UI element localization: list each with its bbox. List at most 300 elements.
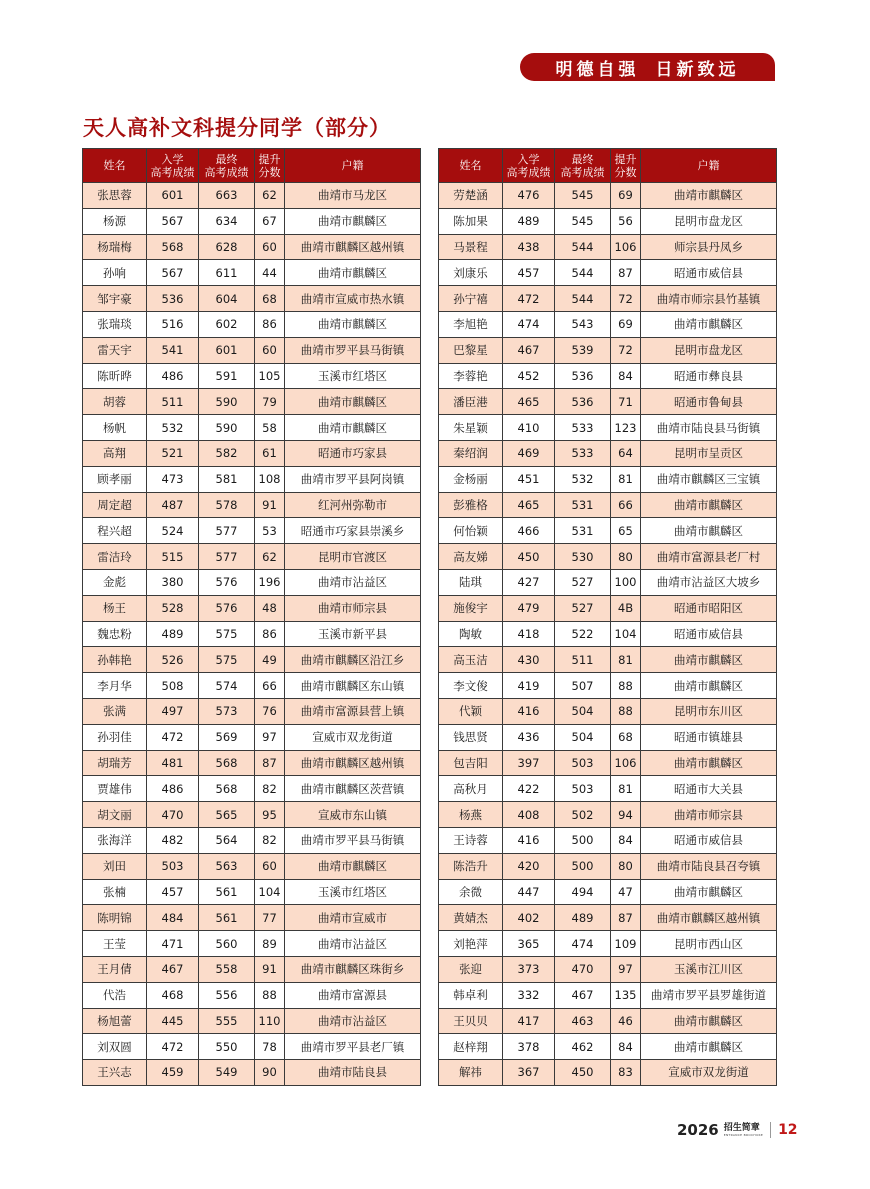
entry-score-cell: 508 [147, 673, 199, 699]
student-name-cell: 雷天宇 [83, 337, 147, 363]
final-score-cell: 560 [199, 931, 255, 957]
household-cell: 曲靖市麒麟区 [641, 1034, 777, 1060]
household-cell: 曲靖市麒麟区沿江乡 [285, 647, 421, 673]
student-name-cell: 贾雄伟 [83, 776, 147, 802]
entry-score-cell: 471 [147, 931, 199, 957]
table-row [83, 1034, 421, 1060]
household-cell: 曲靖市富源县 [285, 982, 421, 1008]
score-gain-cell: 60 [255, 337, 285, 363]
final-score-cell: 561 [199, 905, 255, 931]
entry-score-cell: 526 [147, 647, 199, 673]
score-gain-cell: 110 [255, 1008, 285, 1034]
score-gain-cell: 104 [611, 621, 641, 647]
score-gain-cell: 106 [611, 234, 641, 260]
student-name-cell: 高秋月 [439, 776, 503, 802]
final-score-cell: 590 [199, 389, 255, 415]
student-name-cell: 张思蓉 [83, 183, 147, 209]
entry-score-cell: 515 [147, 544, 199, 570]
student-name-cell: 巴黎星 [439, 337, 503, 363]
final-score-cell: 545 [555, 183, 611, 209]
final-score-cell: 533 [555, 440, 611, 466]
final-score-cell: 573 [199, 698, 255, 724]
student-name-cell: 周定超 [83, 492, 147, 518]
student-name-cell: 胡瑞芳 [83, 750, 147, 776]
table-row [83, 956, 421, 982]
student-name-cell: 李文俊 [439, 673, 503, 699]
table-row [439, 234, 777, 260]
table-row [83, 415, 421, 441]
household-cell: 曲靖市沾益区 [285, 931, 421, 957]
student-name-cell: 张满 [83, 698, 147, 724]
household-cell: 曲靖市宣威市 [285, 905, 421, 931]
table-row [83, 931, 421, 957]
final-score-cell: 474 [555, 931, 611, 957]
table-row [439, 750, 777, 776]
score-gain-cell: 66 [611, 492, 641, 518]
household-cell: 昆明市东川区 [641, 698, 777, 724]
household-cell: 曲靖市麒麟区茨营镇 [285, 776, 421, 802]
score-gain-cell: 64 [611, 440, 641, 466]
student-name-cell: 杨源 [83, 208, 147, 234]
score-gain-cell: 68 [255, 286, 285, 312]
final-score-cell: 462 [555, 1034, 611, 1060]
final-score-cell: 561 [199, 879, 255, 905]
entry-score-cell: 489 [503, 208, 555, 234]
student-name-cell: 金彪 [83, 569, 147, 595]
table-row [439, 337, 777, 363]
score-gain-cell: 46 [611, 1008, 641, 1034]
household-cell: 曲靖市麒麟区 [285, 415, 421, 441]
household-cell: 曲靖市沾益区大坡乡 [641, 569, 777, 595]
household-cell: 昭通市大关县 [641, 776, 777, 802]
table-row [439, 827, 777, 853]
household-cell: 曲靖市富源县老厂村 [641, 544, 777, 570]
student-name-cell: 杨燕 [439, 802, 503, 828]
entry-score-cell: 479 [503, 595, 555, 621]
score-table-right [438, 148, 777, 1086]
table-row [83, 311, 421, 337]
score-gain-cell: 84 [611, 363, 641, 389]
table-row [83, 621, 421, 647]
score-gain-cell: 49 [255, 647, 285, 673]
final-score-cell: 574 [199, 673, 255, 699]
table-row [83, 518, 421, 544]
entry-score-cell: 468 [147, 982, 199, 1008]
score-gain-cell: 87 [611, 905, 641, 931]
header-name: 姓名 [83, 149, 147, 183]
table-row [83, 853, 421, 879]
table-header-row [439, 149, 777, 183]
entry-score-cell: 430 [503, 647, 555, 673]
table-row [83, 879, 421, 905]
table-row [439, 776, 777, 802]
score-gain-cell: 196 [255, 569, 285, 595]
entry-score-cell: 365 [503, 931, 555, 957]
household-cell: 昭通市威信县 [641, 827, 777, 853]
table-row [439, 363, 777, 389]
final-score-cell: 576 [199, 595, 255, 621]
header-final-score: 最终 高考成绩 [555, 149, 611, 183]
score-gain-cell: 105 [255, 363, 285, 389]
final-score-cell: 527 [555, 595, 611, 621]
table-row [83, 698, 421, 724]
table-row [83, 569, 421, 595]
score-gain-cell: 88 [611, 698, 641, 724]
student-name-cell: 孙宁禧 [439, 286, 503, 312]
student-name-cell: 杨帆 [83, 415, 147, 441]
score-gain-cell: 61 [255, 440, 285, 466]
table-row [439, 518, 777, 544]
household-cell: 曲靖市麒麟区 [641, 183, 777, 209]
student-name-cell: 王莹 [83, 931, 147, 957]
score-gain-cell: 62 [255, 183, 285, 209]
table-row [83, 647, 421, 673]
footer-brand-en: ENTRANCE BROCHURE [723, 1132, 764, 1137]
entry-score-cell: 417 [503, 1008, 555, 1034]
table-row [83, 1060, 421, 1086]
motto-left: 明德自强 [555, 59, 640, 80]
student-name-cell: 陆琪 [439, 569, 503, 595]
student-name-cell: 代颖 [439, 698, 503, 724]
table-row [439, 286, 777, 312]
table-row [83, 776, 421, 802]
table-row [83, 337, 421, 363]
household-cell: 昭通市鲁甸县 [641, 389, 777, 415]
header-gain: 提升 分数 [611, 149, 641, 183]
final-score-cell: 494 [555, 879, 611, 905]
score-gain-cell: 104 [255, 879, 285, 905]
score-gain-cell: 69 [611, 311, 641, 337]
student-name-cell: 顾孝丽 [83, 466, 147, 492]
entry-score-cell: 516 [147, 311, 199, 337]
entry-score-cell: 367 [503, 1060, 555, 1086]
entry-score-cell: 601 [147, 183, 199, 209]
score-gain-cell: 106 [611, 750, 641, 776]
score-gain-cell: 76 [255, 698, 285, 724]
student-name-cell: 邹宇豪 [83, 286, 147, 312]
score-gain-cell: 78 [255, 1034, 285, 1060]
score-gain-cell: 56 [611, 208, 641, 234]
score-gain-cell: 82 [255, 827, 285, 853]
household-cell: 曲靖市罗平县马街镇 [285, 827, 421, 853]
table-row [439, 544, 777, 570]
final-score-cell: 558 [199, 956, 255, 982]
score-gain-cell: 81 [611, 466, 641, 492]
table-row [83, 544, 421, 570]
final-score-cell: 568 [199, 776, 255, 802]
student-name-cell: 高玉洁 [439, 647, 503, 673]
score-gain-cell: 62 [255, 544, 285, 570]
student-name-cell: 钱思贤 [439, 724, 503, 750]
student-name-cell: 李旭艳 [439, 311, 503, 337]
entry-score-cell: 466 [503, 518, 555, 544]
score-gain-cell: 100 [611, 569, 641, 595]
table-row [439, 853, 777, 879]
table-row [83, 982, 421, 1008]
final-score-cell: 601 [199, 337, 255, 363]
household-cell: 宣威市双龙街道 [285, 724, 421, 750]
final-score-cell: 463 [555, 1008, 611, 1034]
footer-year: 2026 [677, 1121, 719, 1139]
score-table-left [82, 148, 421, 1086]
student-name-cell: 何怡颖 [439, 518, 503, 544]
entry-score-cell: 484 [147, 905, 199, 931]
student-name-cell: 刘艳萍 [439, 931, 503, 957]
household-cell: 曲靖市麒麟区东山镇 [285, 673, 421, 699]
score-gain-cell: 71 [611, 389, 641, 415]
header-entry-score: 入学 高考成绩 [147, 149, 199, 183]
score-gain-cell: 91 [255, 492, 285, 518]
table-row [83, 286, 421, 312]
household-cell: 昭通市巧家县崇溪乡 [285, 518, 421, 544]
header-name: 姓名 [439, 149, 503, 183]
student-name-cell: 陈明锦 [83, 905, 147, 931]
household-cell: 曲靖市陆良县召夸镇 [641, 853, 777, 879]
table-row [83, 750, 421, 776]
entry-score-cell: 524 [147, 518, 199, 544]
household-cell: 曲靖市沾益区 [285, 569, 421, 595]
score-gain-cell: 4B [611, 595, 641, 621]
header-household: 户籍 [641, 149, 777, 183]
footer-divider [770, 1122, 771, 1138]
student-name-cell: 陈昕晔 [83, 363, 147, 389]
score-gain-cell: 135 [611, 982, 641, 1008]
final-score-cell: 549 [199, 1060, 255, 1086]
final-score-cell: 527 [555, 569, 611, 595]
table-row [439, 879, 777, 905]
entry-score-cell: 469 [503, 440, 555, 466]
final-score-cell: 590 [199, 415, 255, 441]
final-score-cell: 502 [555, 802, 611, 828]
student-name-cell: 解祎 [439, 1060, 503, 1086]
entry-score-cell: 521 [147, 440, 199, 466]
household-cell: 昭通市彝良县 [641, 363, 777, 389]
entry-score-cell: 472 [503, 286, 555, 312]
entry-score-cell: 476 [503, 183, 555, 209]
table-row [439, 724, 777, 750]
score-gain-cell: 123 [611, 415, 641, 441]
entry-score-cell: 419 [503, 673, 555, 699]
table-row [439, 569, 777, 595]
household-cell: 昭通市巧家县 [285, 440, 421, 466]
table-row [83, 234, 421, 260]
table-row [439, 440, 777, 466]
final-score-cell: 663 [199, 183, 255, 209]
final-score-cell: 531 [555, 492, 611, 518]
final-score-cell: 533 [555, 415, 611, 441]
page-footer [677, 1121, 798, 1139]
final-score-cell: 565 [199, 802, 255, 828]
entry-score-cell: 489 [147, 621, 199, 647]
household-cell: 曲靖市麒麟区三宝镇 [641, 466, 777, 492]
household-cell: 玉溪市红塔区 [285, 363, 421, 389]
student-name-cell: 陈加果 [439, 208, 503, 234]
final-score-cell: 504 [555, 724, 611, 750]
household-cell: 曲靖市师宗县竹基镇 [641, 286, 777, 312]
student-name-cell: 金杨丽 [439, 466, 503, 492]
final-score-cell: 564 [199, 827, 255, 853]
household-cell: 曲靖市陆良县 [285, 1060, 421, 1086]
household-cell: 曲靖市麒麟区珠街乡 [285, 956, 421, 982]
final-score-cell: 576 [199, 569, 255, 595]
final-score-cell: 504 [555, 698, 611, 724]
table-row [83, 1008, 421, 1034]
table-row [439, 621, 777, 647]
header-gain: 提升 分数 [255, 149, 285, 183]
table-row [83, 827, 421, 853]
entry-score-cell: 447 [503, 879, 555, 905]
entry-score-cell: 420 [503, 853, 555, 879]
final-score-cell: 500 [555, 853, 611, 879]
student-name-cell: 王月倩 [83, 956, 147, 982]
entry-score-cell: 511 [147, 389, 199, 415]
entry-score-cell: 486 [147, 776, 199, 802]
student-name-cell: 孙韩艳 [83, 647, 147, 673]
table-row [439, 647, 777, 673]
final-score-cell: 507 [555, 673, 611, 699]
final-score-cell: 539 [555, 337, 611, 363]
score-gain-cell: 94 [611, 802, 641, 828]
entry-score-cell: 482 [147, 827, 199, 853]
score-gain-cell: 86 [255, 621, 285, 647]
final-score-cell: 628 [199, 234, 255, 260]
student-name-cell: 杨旭蕾 [83, 1008, 147, 1034]
household-cell: 宣威市双龙街道 [641, 1060, 777, 1086]
entry-score-cell: 380 [147, 569, 199, 595]
final-score-cell: 536 [555, 389, 611, 415]
entry-score-cell: 332 [503, 982, 555, 1008]
student-name-cell: 黄婧杰 [439, 905, 503, 931]
student-name-cell: 刘康乐 [439, 260, 503, 286]
final-score-cell: 545 [555, 208, 611, 234]
table-row [439, 931, 777, 957]
table-row [83, 440, 421, 466]
score-gain-cell: 90 [255, 1060, 285, 1086]
entry-score-cell: 472 [147, 724, 199, 750]
score-gain-cell: 67 [255, 208, 285, 234]
score-gain-cell: 82 [255, 776, 285, 802]
entry-score-cell: 497 [147, 698, 199, 724]
entry-score-cell: 418 [503, 621, 555, 647]
entry-score-cell: 532 [147, 415, 199, 441]
household-cell: 昆明市呈贡区 [641, 440, 777, 466]
household-cell: 曲靖市麒麟区 [641, 311, 777, 337]
entry-score-cell: 487 [147, 492, 199, 518]
entry-score-cell: 474 [503, 311, 555, 337]
household-cell: 曲靖市麒麟区 [641, 647, 777, 673]
household-cell: 昆明市盘龙区 [641, 208, 777, 234]
table-row [439, 982, 777, 1008]
household-cell: 玉溪市新平县 [285, 621, 421, 647]
household-cell: 昭通市威信县 [641, 260, 777, 286]
header-household: 户籍 [285, 149, 421, 183]
entry-score-cell: 467 [147, 956, 199, 982]
entry-score-cell: 445 [147, 1008, 199, 1034]
entry-score-cell: 416 [503, 698, 555, 724]
header-entry-score: 入学 高考成绩 [503, 149, 555, 183]
student-name-cell: 包吉阳 [439, 750, 503, 776]
score-gain-cell: 84 [611, 1034, 641, 1060]
household-cell: 曲靖市麒麟区 [285, 208, 421, 234]
score-gain-cell: 44 [255, 260, 285, 286]
household-cell: 曲靖市马龙区 [285, 183, 421, 209]
final-score-cell: 500 [555, 827, 611, 853]
table-row [439, 1008, 777, 1034]
table-row [83, 183, 421, 209]
student-name-cell: 王诗蓉 [439, 827, 503, 853]
student-name-cell: 余微 [439, 879, 503, 905]
score-gain-cell: 58 [255, 415, 285, 441]
final-score-cell: 450 [555, 1060, 611, 1086]
household-cell: 曲靖市罗平县老厂镇 [285, 1034, 421, 1060]
student-name-cell: 代浩 [83, 982, 147, 1008]
household-cell: 昆明市官渡区 [285, 544, 421, 570]
score-gain-cell: 88 [255, 982, 285, 1008]
student-name-cell: 杨瑞梅 [83, 234, 147, 260]
student-name-cell: 胡文丽 [83, 802, 147, 828]
household-cell: 曲靖市麒麟区 [285, 853, 421, 879]
household-cell: 昭通市威信县 [641, 621, 777, 647]
entry-score-cell: 536 [147, 286, 199, 312]
table-row [439, 698, 777, 724]
final-score-cell: 531 [555, 518, 611, 544]
score-gain-cell: 89 [255, 931, 285, 957]
score-gain-cell: 79 [255, 389, 285, 415]
student-name-cell: 杨王 [83, 595, 147, 621]
score-gain-cell: 60 [255, 234, 285, 260]
score-gain-cell: 87 [611, 260, 641, 286]
table-row [83, 595, 421, 621]
household-cell: 曲靖市师宗县 [285, 595, 421, 621]
table-header-row [83, 149, 421, 183]
score-gain-cell: 109 [611, 931, 641, 957]
household-cell: 昆明市西山区 [641, 931, 777, 957]
score-gain-cell: 95 [255, 802, 285, 828]
student-name-cell: 高翔 [83, 440, 147, 466]
table-row [83, 363, 421, 389]
final-score-cell: 544 [555, 260, 611, 286]
final-score-cell: 467 [555, 982, 611, 1008]
final-score-cell: 582 [199, 440, 255, 466]
table-row [83, 905, 421, 931]
table-row [439, 415, 777, 441]
entry-score-cell: 378 [503, 1034, 555, 1060]
household-cell: 曲靖市罗平县罗雄街道 [641, 982, 777, 1008]
student-name-cell: 劳楚涵 [439, 183, 503, 209]
score-gain-cell: 81 [611, 776, 641, 802]
score-gain-cell: 72 [611, 337, 641, 363]
household-cell: 曲靖市沾益区 [285, 1008, 421, 1034]
header-final-score: 最终 高考成绩 [199, 149, 255, 183]
entry-score-cell: 422 [503, 776, 555, 802]
final-score-cell: 634 [199, 208, 255, 234]
final-score-cell: 568 [199, 750, 255, 776]
student-name-cell: 孙羽佳 [83, 724, 147, 750]
household-cell: 曲靖市麒麟区 [641, 879, 777, 905]
household-cell: 曲靖市麒麟区 [641, 673, 777, 699]
final-score-cell: 563 [199, 853, 255, 879]
final-score-cell: 511 [555, 647, 611, 673]
student-name-cell: 陶敏 [439, 621, 503, 647]
entry-score-cell: 459 [147, 1060, 199, 1086]
student-name-cell: 张海洋 [83, 827, 147, 853]
entry-score-cell: 438 [503, 234, 555, 260]
table-row [439, 956, 777, 982]
final-score-cell: 536 [555, 363, 611, 389]
table-row [439, 905, 777, 931]
table-row [439, 1034, 777, 1060]
final-score-cell: 569 [199, 724, 255, 750]
